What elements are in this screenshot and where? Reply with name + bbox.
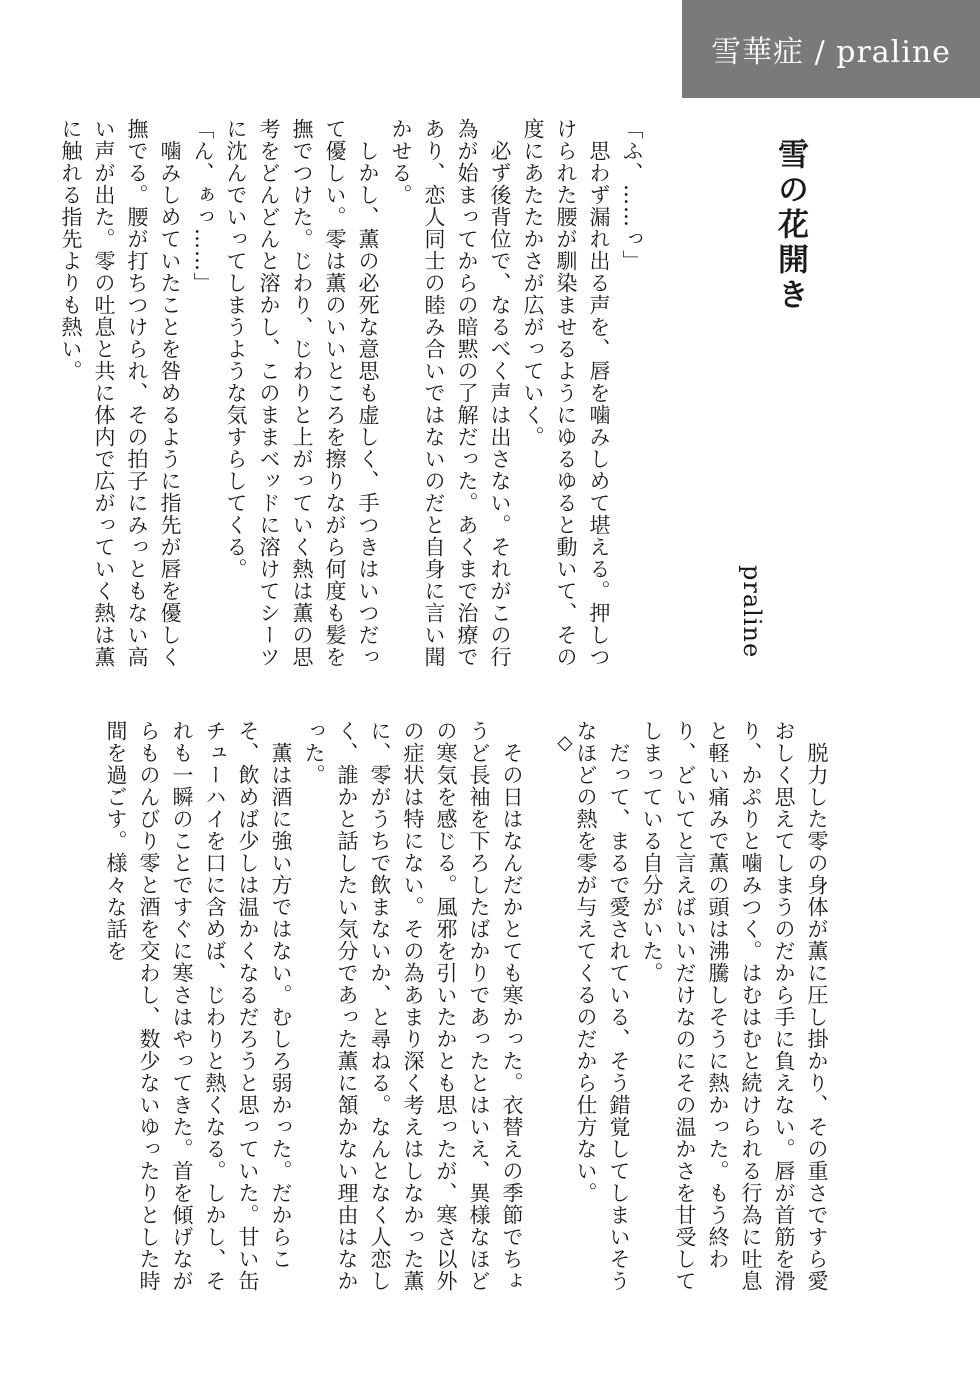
upper-text-block bbox=[59, 118, 648, 688]
story-author: praline bbox=[738, 565, 766, 659]
section-break-mark: ◇ bbox=[553, 730, 577, 754]
paragraph: しかし、薫の必死な意思も虚しく、手つきはいつだって優しい。零は薫のいいところを擦りながら何度も髪を撫でつけた。じわり、じわりと上がっていく熱は薫の思考をどんどんと溶かし、このままベッドに溶けてシーツに沈んでいってしまうような気すらしてくる。 bbox=[224, 118, 380, 668]
paragraph: 噛みしめていたことを咎めるように指先が唇を優しく撫でる。腰が打ちつけられ、その拍子にみっともない高い声が出た。零の吐息と共に体内で広がっていく熱は薫に触れる指先よりも熱い。 bbox=[59, 118, 182, 668]
paragraph: 「ん、ぁっ……」 bbox=[191, 118, 215, 294]
lower-right-text-block bbox=[574, 720, 833, 1295]
paragraph: 必ず後背位で、なるべく声は出さない。それがこの行為が始まってからの暗黙の了解だった。あくまで治療であり、恋人同士の睦み合いではないのだと自身に言い聞かせる。 bbox=[389, 118, 512, 668]
lower-left-text-block bbox=[104, 720, 528, 1295]
header-title: 雪華症 / praline bbox=[711, 35, 951, 70]
paragraph: だって、まるで愛されている、そう錯覚してしまいそうなほどの熱を零が与えてくるのだから仕方ない。 bbox=[574, 720, 631, 1292]
paragraph: 薫は酒に強い方ではない。むしろ弱かった。だからこそ、飲めば少しは温かくなるだろうと思っていた。甘い缶チューハイを口に含めば、じわりと熱くなる。しかし、それも一瞬のことですぐに寒さはやってきた。首を傾げながらものんびり零と酒を交わし、数少ないゆったりとした時間を過ごす。様々な話を bbox=[104, 720, 293, 1292]
paragraph: 「ふ、……っ」 bbox=[620, 118, 644, 272]
paragraph: 脱力した零の身体が薫に圧し掛かり、その重さですら愛おしく思えてしまうのだから手に負えない。唇が首筋を滑り、かぷりと噛みつく。はむはむと続けられる行為に吐息と軽い痛みで薫の頭は沸騰しそうに熱かった。もう終わり、どいてと言えばいいだけなのにその温かさを甘受してしまっている自分がいた。 bbox=[640, 720, 829, 1292]
paragraph: その日はなんだかとても寒かった。衣替えの季節でちょうど長袖を下ろしたばかりであったとはいえ、異様なほどの寒気を感じる。風邪を引いたかとも思ったが、寒さ以外の症状は特にない。その為あまり深く考えはしなかった薫に、零がうちで飲まないか、と尋ねる。なんとなく人恋しく、誰かと話したい気分であった薫に頷かない理由はなかった。 bbox=[302, 720, 524, 1292]
story-title: 雪の花開き bbox=[772, 138, 808, 313]
paragraph: 思わず漏れ出る声を、唇を噛みしめて堪える。押しつけられた腰が馴染ませるようにゆるゆると動いて、その度にあたたかさが広がっていく。 bbox=[521, 118, 611, 668]
header-tab bbox=[682, 0, 980, 98]
